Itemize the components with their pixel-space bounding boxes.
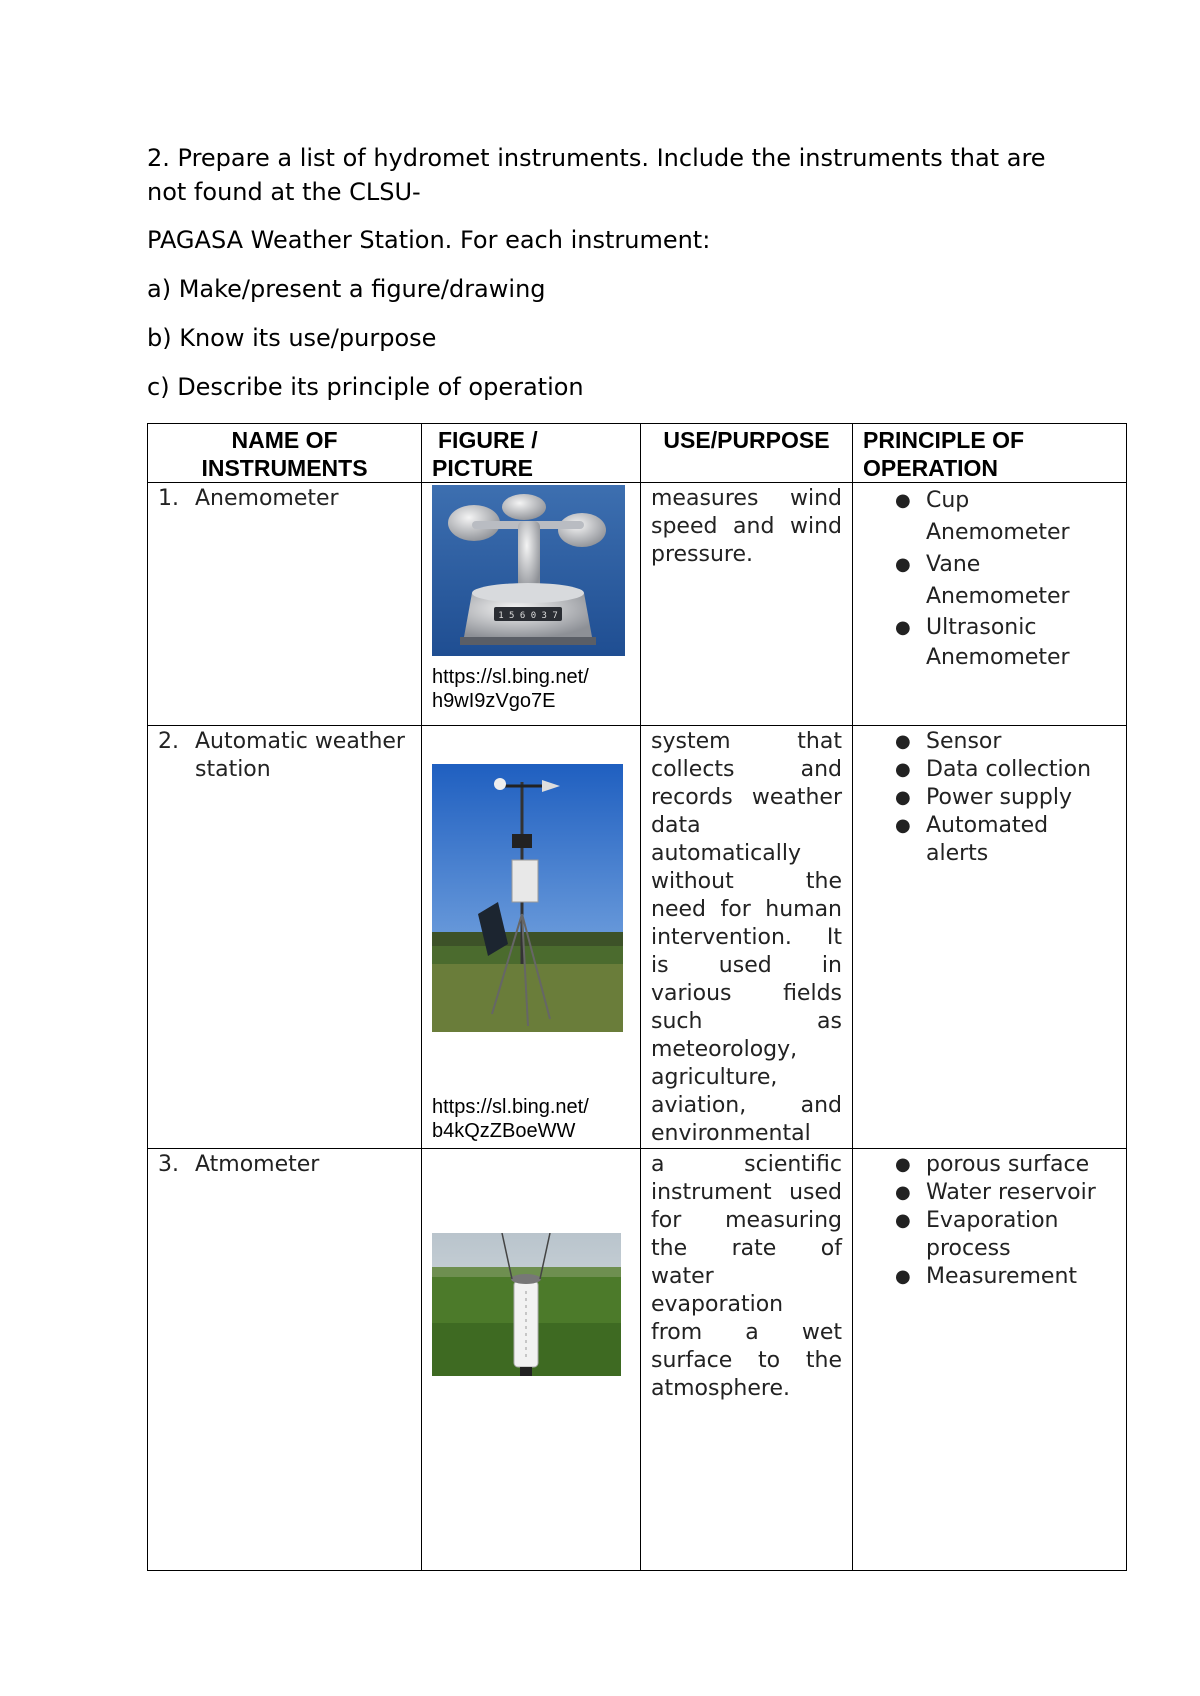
image-source-link[interactable]: https://sl.bing.net/: [432, 1096, 589, 1118]
bullet-icon: ●: [895, 1210, 911, 1231]
header-text: PICTURE: [432, 455, 533, 481]
row-number: 3.: [158, 1152, 179, 1177]
table-row: [148, 726, 1127, 1149]
instruction-line: not found at the CLSU-: [147, 178, 421, 206]
principle-list: [863, 485, 1116, 673]
cell-use: [641, 726, 853, 1149]
header-text: FIGURE /: [438, 427, 538, 453]
header-figure: [422, 424, 641, 483]
atmometer-image: [432, 1233, 621, 1376]
cell-figure: [422, 483, 641, 726]
instruction-line: 2. Prepare a list of hydromet instruments. Include the instruments that are: [147, 144, 1046, 172]
principle-list: [863, 728, 1116, 868]
bullet-icon: ●: [895, 731, 911, 752]
list-item: [863, 756, 1116, 784]
principle-text: Cup Anemometer: [926, 488, 1070, 545]
principle-list: [863, 1151, 1116, 1291]
bullet-icon: ●: [895, 759, 911, 780]
bullet-icon: ●: [895, 1154, 911, 1175]
list-item: [863, 613, 1116, 673]
principle-text: porous surface: [926, 1152, 1090, 1177]
bullet-icon: ●: [895, 815, 911, 836]
header-principle: [853, 424, 1127, 483]
principle-text: Power supply: [926, 785, 1072, 810]
principle-text: Ultrasonic Anemometer: [926, 615, 1070, 670]
cell-use: [641, 1149, 853, 1571]
list-item: [863, 1207, 1116, 1263]
instrument-name: Automatic weather station: [195, 729, 405, 782]
list-item: [863, 485, 1116, 549]
bullet-icon: ●: [895, 787, 911, 808]
image-source-link[interactable]: b4kQzZBoeWW: [432, 1120, 576, 1142]
cell-principle: [853, 483, 1127, 726]
bullet-icon: ●: [895, 617, 911, 638]
principle-text: Sensor: [926, 729, 1002, 754]
list-item: [863, 1179, 1116, 1207]
principle-text: Evaporation process: [926, 1208, 1059, 1261]
instrument-name: Atmometer: [195, 1152, 320, 1177]
image-source-link[interactable]: h9wI9zVgo7E: [432, 690, 556, 712]
table-row: [148, 483, 1127, 726]
header-text: USE/PURPOSE: [663, 427, 830, 453]
use-text: measures wind speed and wind pressure.: [651, 486, 842, 567]
use-text: a scientific instrument used for measuring the rate of water evaporation from a wet surface to the atmosphere.: [651, 1152, 842, 1401]
list-item: [863, 784, 1116, 812]
header-text: PRINCIPLE OF: [863, 427, 1025, 453]
principle-text: Automated alerts: [926, 813, 1049, 866]
cell-principle: [853, 726, 1127, 1149]
weather-station-image: [432, 764, 623, 1032]
header-text: INSTRUMENTS: [201, 455, 368, 481]
image-source-link[interactable]: https://sl.bing.net/: [432, 666, 589, 688]
header-name: [148, 424, 422, 483]
instruction-line: a) Make/present a figure/drawing: [147, 275, 546, 303]
table-header-row: [148, 424, 1127, 483]
bullet-icon: ●: [895, 1266, 911, 1287]
principle-text: Data collection: [926, 757, 1092, 782]
instrument-name: Anemometer: [195, 486, 339, 511]
list-item: [863, 812, 1116, 868]
principle-text: Vane Anemometer: [926, 552, 1070, 609]
bullet-icon: ●: [895, 490, 911, 511]
instruction-line: PAGASA Weather Station. For each instrument:: [147, 226, 711, 254]
list-item: [863, 549, 1116, 613]
principle-text: Water reservoir: [926, 1180, 1096, 1205]
list-item: [863, 1263, 1116, 1291]
cell-figure: [422, 1149, 641, 1571]
svg-text:1 5 6 0 3 7: 1 5 6 0 3 7: [498, 611, 558, 621]
cell-name: [148, 726, 422, 1149]
cell-use: [641, 483, 853, 726]
header-use: [641, 424, 853, 483]
bullet-icon: ●: [895, 554, 911, 575]
instruments-table: [147, 423, 1127, 1571]
list-item: [863, 728, 1116, 756]
principle-text: Measurement: [926, 1264, 1078, 1289]
use-text: system that collects and records weather data automatically without the need for human intervention. It is used in various fields such as meteorology, agriculture, aviation, and environmental: [651, 729, 842, 1146]
anemometer-image: [432, 485, 625, 656]
instruction-line: c) Describe its principle of operation: [147, 373, 584, 401]
header-text: OPERATION: [863, 455, 999, 481]
row-number: 2.: [158, 729, 179, 754]
header-text: NAME OF: [231, 427, 338, 453]
instruction-line: b) Know its use/purpose: [147, 324, 437, 352]
list-item: [863, 1151, 1116, 1179]
bullet-icon: ●: [895, 1182, 911, 1203]
cell-name: [148, 1149, 422, 1571]
cell-principle: [853, 1149, 1127, 1571]
table-row: [148, 1149, 1127, 1571]
cell-name: [148, 483, 422, 726]
row-number: 1.: [158, 486, 179, 511]
cell-figure: [422, 726, 641, 1149]
